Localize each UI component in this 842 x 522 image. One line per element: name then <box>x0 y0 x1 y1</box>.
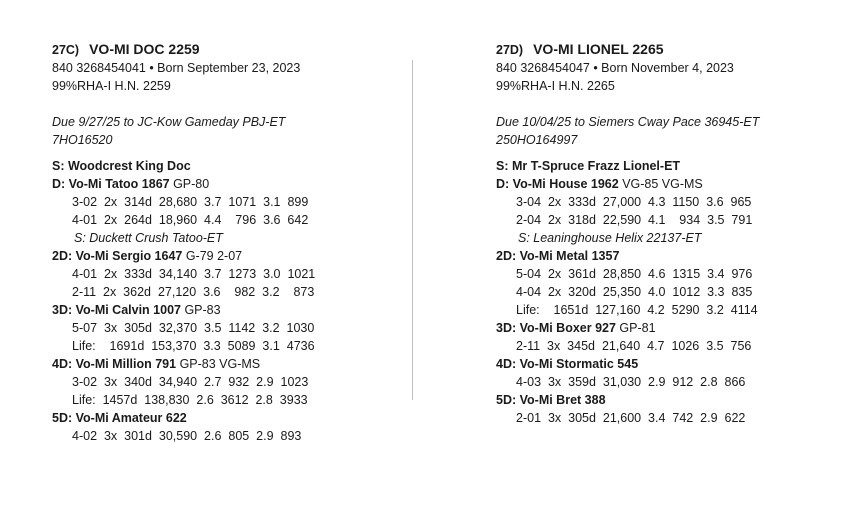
production-record: 2-11 3x 345d 21,640 4.7 1026 3.5 756 <box>516 339 752 353</box>
production-record: 4-01 2x 264d 18,960 4.4 796 3.6 642 <box>72 213 309 227</box>
dam-line <box>496 175 826 193</box>
dam-name: 2D: Vo-Mi Metal 1357 <box>496 249 620 263</box>
lot-name: VO-MI LIONEL 2265 <box>533 41 664 57</box>
lot-number: 27D) <box>496 43 524 57</box>
dam-line <box>52 409 382 427</box>
lot-name: VO-MI DOC 2259 <box>89 41 200 57</box>
dam-line <box>52 355 382 373</box>
production-record: 3-04 2x 333d 27,000 4.3 1150 3.6 965 <box>516 195 752 209</box>
production-record: Life: 1457d 138,830 2.6 3612 2.8 3933 <box>72 393 308 407</box>
dam-name: D: Vo-Mi House 1962 <box>496 177 619 191</box>
lot-id-line: 840 3268454041 • Born September 23, 2023 <box>52 61 301 75</box>
production-record: 5-07 3x 305d 32,370 3.5 1142 3.2 1030 <box>72 321 315 335</box>
spacer <box>52 95 382 113</box>
dam-classification: GP-83 VG-MS <box>176 357 261 371</box>
dam-line <box>496 247 826 265</box>
dam-name: 5D: Vo-Mi Amateur 622 <box>52 411 187 425</box>
dam-name: 2D: Vo-Mi Sergio 1647 <box>52 249 183 263</box>
dam-classification: GP-80 <box>169 177 210 191</box>
dam-classification: G-79 2-07 <box>182 249 243 263</box>
spacer <box>496 95 826 113</box>
production-record: 4-02 3x 301d 30,590 2.6 805 2.9 893 <box>72 429 302 443</box>
production-record: 3-02 3x 340d 34,940 2.7 932 2.9 1023 <box>72 375 309 389</box>
production-record: 4-01 2x 333d 34,140 3.7 1273 3.0 1021 <box>72 267 316 281</box>
lot-27d <box>496 40 826 427</box>
dam-sire-line: S: Leaninghouse Helix 22137-ET <box>518 231 702 245</box>
production-record: 2-04 2x 318d 22,590 4.1 934 3.5 791 <box>516 213 753 227</box>
lot-id-line: 840 3268454047 • Born November 4, 2023 <box>496 61 734 75</box>
dam-line <box>52 301 382 319</box>
spacer <box>52 149 382 157</box>
due-date-line: Due 10/04/25 to Siemers Cway Pace 36945-ET <box>496 115 760 129</box>
lot-header <box>52 40 382 59</box>
dam-line <box>496 391 826 409</box>
production-record: Life: 1691d 153,370 3.3 5089 3.1 4736 <box>72 339 315 353</box>
production-record: 2-01 3x 305d 21,600 3.4 742 2.9 622 <box>516 411 746 425</box>
dam-name: 5D: Vo-Mi Bret 388 <box>496 393 606 407</box>
sire-line: S: Woodcrest King Doc <box>52 159 191 173</box>
due-sire-code: 250HO164997 <box>496 133 578 147</box>
dam-line <box>496 319 826 337</box>
production-record: 2-11 2x 362d 27,120 3.6 982 3.2 873 <box>72 285 315 299</box>
dam-line <box>496 355 826 373</box>
production-record: 4-04 2x 320d 25,350 4.0 1012 3.3 835 <box>516 285 753 299</box>
production-record: 5-04 2x 361d 28,850 4.6 1315 3.4 976 <box>516 267 753 281</box>
dam-name: 3D: Vo-Mi Calvin 1007 <box>52 303 181 317</box>
dam-classification: VG-85 VG-MS <box>618 177 703 191</box>
dam-sire-line: S: Duckett Crush Tatoo-ET <box>74 231 223 245</box>
production-record: 3-02 2x 314d 28,680 3.7 1071 3.1 899 <box>72 195 309 209</box>
lot-27c <box>52 40 382 445</box>
lot-header <box>496 40 826 59</box>
dam-name: 4D: Vo-Mi Stormatic 545 <box>496 357 639 371</box>
dam-classification: GP-81 <box>615 321 656 335</box>
due-sire-code: 7HO16520 <box>52 133 113 147</box>
production-record: Life: 1651d 127,160 4.2 5290 3.2 4114 <box>516 303 758 317</box>
production-record: 4-03 3x 359d 31,030 2.9 912 2.8 866 <box>516 375 746 389</box>
sire-line: S: Mr T-Spruce Frazz Lionel-ET <box>496 159 681 173</box>
dam-name: 4D: Vo-Mi Million 791 <box>52 357 177 371</box>
column-divider <box>412 60 413 400</box>
lot-registration: 99%RHA-I H.N. 2259 <box>52 79 171 93</box>
spacer <box>496 149 826 157</box>
dam-name: D: Vo-Mi Tatoo 1867 <box>52 177 170 191</box>
dam-classification: GP-83 <box>180 303 221 317</box>
dam-name: 3D: Vo-Mi Boxer 927 <box>496 321 616 335</box>
lot-number: 27C) <box>52 43 80 57</box>
dam-line <box>52 247 382 265</box>
lot-registration: 99%RHA-I H.N. 2265 <box>496 79 615 93</box>
dam-line <box>52 175 382 193</box>
due-date-line: Due 9/27/25 to JC-Kow Gameday PBJ-ET <box>52 115 286 129</box>
